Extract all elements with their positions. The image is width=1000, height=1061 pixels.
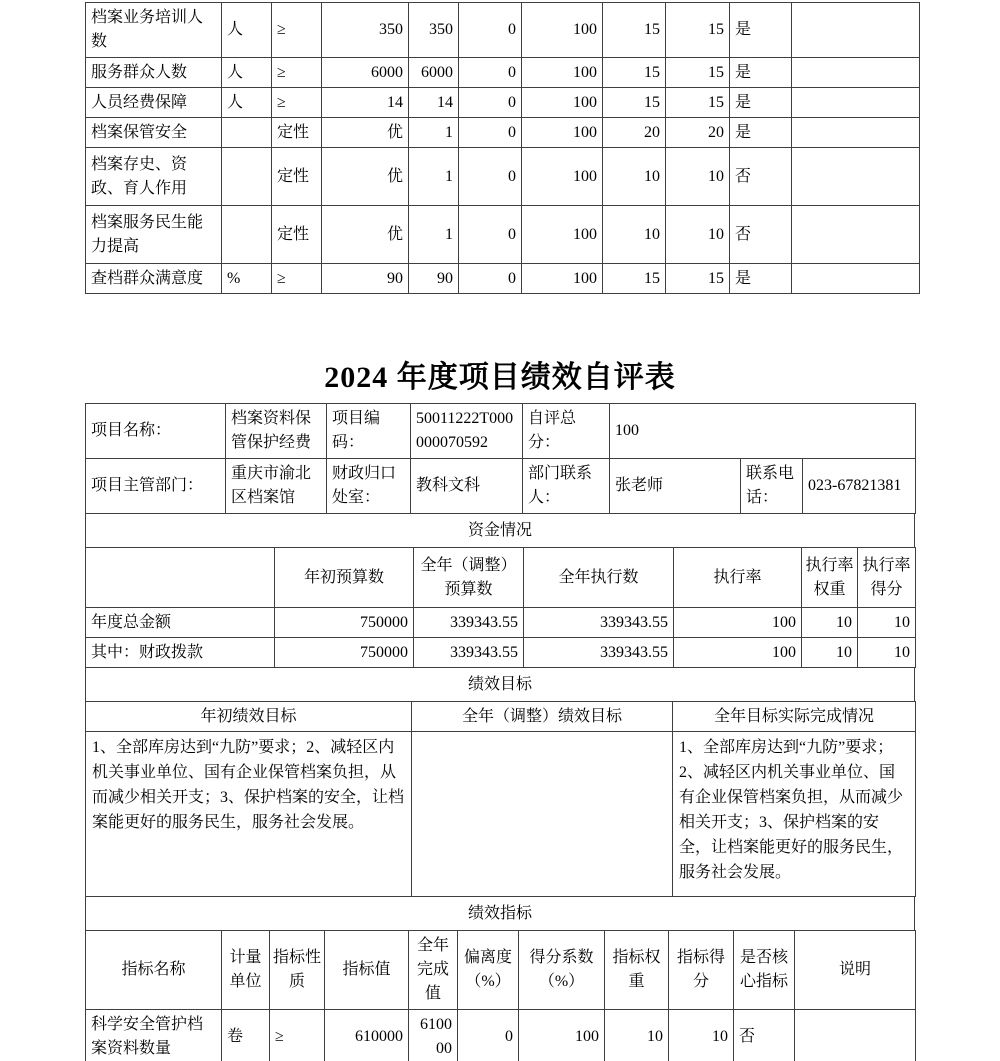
initial-budget-cell: 750000 xyxy=(275,608,414,638)
target-value-cell: 6000 xyxy=(322,58,409,88)
header-completed-value: 全年完成值 xyxy=(409,931,458,1010)
note-cell xyxy=(792,3,920,58)
score-coefficient-cell: 100 xyxy=(519,1010,605,1061)
weight-cell: 15 xyxy=(603,264,666,294)
deviation-cell: 0 xyxy=(459,58,522,88)
rate-score-cell: 10 xyxy=(858,608,916,638)
completed-value-cell: 350 xyxy=(409,3,459,58)
execution-rate-cell: 100 xyxy=(674,608,802,638)
unit-cell: 人 xyxy=(222,88,272,118)
table-row xyxy=(86,118,920,148)
initial-goal-text: 1、全部库房达到“九防”要求；2、减轻区内机关事业单位、国有企业保管档案负担，从而减少相关开支；3、保护档案的安全，让档案能更好的服务民生，服务社会发展。 xyxy=(86,732,412,897)
core-indicator-cell: 是 xyxy=(730,58,792,88)
funding-section-title: 资金情况 xyxy=(86,514,915,548)
nature-cell: ≥ xyxy=(272,88,322,118)
unit-cell: 人 xyxy=(222,3,272,58)
self-score-value: 100 xyxy=(610,404,916,459)
goals-header-initial: 年初绩效目标 xyxy=(86,702,412,732)
weight-cell: 10 xyxy=(605,1010,669,1061)
goals-header-adjusted: 全年（调整）绩效目标 xyxy=(412,702,673,732)
note-cell xyxy=(795,1010,916,1061)
nature-cell: ≥ xyxy=(272,58,322,88)
adjusted-goal-text xyxy=(412,732,673,897)
header-nature: 指标性质 xyxy=(270,931,325,1010)
goals-section-header xyxy=(85,667,915,702)
funding-header-rate-score: 执行率得分 xyxy=(858,548,916,608)
page-title: 2024 年度项目绩效自评表 xyxy=(324,361,676,394)
weight-cell: 15 xyxy=(603,3,666,58)
table-row xyxy=(86,514,915,548)
weight-cell: 15 xyxy=(603,58,666,88)
score-coefficient-cell: 100 xyxy=(522,3,603,58)
score-cell: 10 xyxy=(666,148,730,206)
header-score: 指标得分 xyxy=(669,931,734,1010)
funding-table xyxy=(85,547,916,668)
funding-section-header xyxy=(85,513,915,548)
adjusted-budget-cell: 339343.55 xyxy=(414,638,524,668)
table-row xyxy=(86,88,920,118)
funding-header-adjusted-budget: 全年（调整）预算数 xyxy=(414,548,524,608)
target-value-cell: 优 xyxy=(322,206,409,264)
project-name-label: 项目名称： xyxy=(86,404,226,459)
table-row xyxy=(86,931,916,1010)
weight-cell: 10 xyxy=(603,206,666,264)
unit-cell xyxy=(222,148,272,206)
indicator-name-cell: 人员经费保障 xyxy=(86,88,222,118)
indicators-section-title: 绩效指标 xyxy=(86,897,915,931)
score-coefficient-cell: 100 xyxy=(522,264,603,294)
deviation-cell: 0 xyxy=(458,1010,519,1061)
funding-header-execution-rate: 执行率 xyxy=(674,548,802,608)
core-indicator-cell: 是 xyxy=(730,118,792,148)
project-code-value: 50011222T000000070592 xyxy=(411,404,523,459)
target-value-cell: 优 xyxy=(322,148,409,206)
table-row xyxy=(86,638,916,668)
table-row xyxy=(86,3,920,58)
goals-header-actual: 全年目标实际完成情况 xyxy=(673,702,916,732)
execution-rate-cell: 100 xyxy=(674,638,802,668)
contact-label: 部门联系人： xyxy=(523,459,610,514)
indicator-name-cell: 档案业务培训人数 xyxy=(86,3,222,58)
score-coefficient-cell: 100 xyxy=(522,148,603,206)
project-code-label: 项目编码： xyxy=(327,404,411,459)
rate-weight-cell: 10 xyxy=(802,608,858,638)
core-indicator-cell: 否 xyxy=(730,148,792,206)
header-core-indicator: 是否核心指标 xyxy=(734,931,795,1010)
table-row xyxy=(86,206,920,264)
deviation-cell: 0 xyxy=(459,264,522,294)
score-cell: 10 xyxy=(666,206,730,264)
project-info-table xyxy=(85,403,916,459)
funding-header-blank xyxy=(86,548,275,608)
unit-cell: % xyxy=(222,264,272,294)
table-row xyxy=(86,668,915,702)
core-indicator-cell: 是 xyxy=(730,264,792,294)
score-cell: 10 xyxy=(669,1010,734,1061)
table-row xyxy=(86,459,916,514)
indicator-name-cell: 档案保管安全 xyxy=(86,118,222,148)
project-name-value: 档案资料保管保护经费 xyxy=(226,404,327,459)
rate-weight-cell: 10 xyxy=(802,638,858,668)
indicators-table xyxy=(85,930,916,1061)
indicator-name-cell: 档案服务民生能力提高 xyxy=(86,206,222,264)
dept-label: 项目主管部门： xyxy=(86,459,226,514)
nature-cell: ≥ xyxy=(272,264,322,294)
deviation-cell: 0 xyxy=(459,148,522,206)
initial-budget-cell: 750000 xyxy=(275,638,414,668)
nature-cell: 定性 xyxy=(272,118,322,148)
phone-label: 联系电话： xyxy=(741,459,803,514)
unit-cell: 人 xyxy=(222,58,272,88)
goals-table xyxy=(85,701,916,897)
adjusted-budget-cell: 339343.55 xyxy=(414,608,524,638)
indicator-table-continued xyxy=(85,2,920,294)
deviation-cell: 0 xyxy=(459,206,522,264)
note-cell xyxy=(792,118,920,148)
nature-cell: 定性 xyxy=(272,206,322,264)
indicator-name-cell: 科学安全管护档案资料数量 xyxy=(86,1010,222,1061)
deviation-cell: 0 xyxy=(459,88,522,118)
score-cell: 15 xyxy=(666,3,730,58)
table-row xyxy=(86,608,916,638)
header-indicator-name: 指标名称 xyxy=(86,931,222,1010)
note-cell xyxy=(792,88,920,118)
completed-value-cell: 1 xyxy=(409,206,459,264)
core-indicator-cell: 否 xyxy=(734,1010,795,1061)
header-weight: 指标权重 xyxy=(605,931,669,1010)
indicator-name-cell: 档案存史、资政、育人作用 xyxy=(86,148,222,206)
score-cell: 15 xyxy=(666,264,730,294)
completed-value-cell: 6000 xyxy=(409,58,459,88)
executed-amount-cell: 339343.55 xyxy=(524,608,674,638)
completed-value-cell: 1 xyxy=(409,148,459,206)
weight-cell: 15 xyxy=(603,88,666,118)
funding-header-initial-budget: 年初预算数 xyxy=(275,548,414,608)
score-coefficient-cell: 100 xyxy=(522,118,603,148)
funding-row-label: 年度总金额 xyxy=(86,608,275,638)
note-cell xyxy=(792,264,920,294)
phone-value: 023-67821381 xyxy=(803,459,916,514)
self-score-label: 自评总分： xyxy=(523,404,610,459)
score-cell: 20 xyxy=(666,118,730,148)
score-coefficient-cell: 100 xyxy=(522,58,603,88)
score-cell: 15 xyxy=(666,88,730,118)
target-value-cell: 90 xyxy=(322,264,409,294)
executed-amount-cell: 339343.55 xyxy=(524,638,674,668)
indicators-section-header xyxy=(85,896,915,931)
table-row xyxy=(86,148,920,206)
self-evaluation-table xyxy=(85,403,915,1061)
score-coefficient-cell: 100 xyxy=(522,206,603,264)
weight-cell: 10 xyxy=(603,148,666,206)
note-cell xyxy=(792,206,920,264)
funding-header-rate-weight: 执行率权重 xyxy=(802,548,858,608)
target-value-cell: 610000 xyxy=(325,1010,409,1061)
nature-cell: 定性 xyxy=(272,148,322,206)
deviation-cell: 0 xyxy=(459,118,522,148)
funding-row-label: 其中：财政拨款 xyxy=(86,638,275,668)
indicator-name-cell: 查档群众满意度 xyxy=(86,264,222,294)
completed-value-cell: 610000 xyxy=(409,1010,458,1061)
core-indicator-cell: 是 xyxy=(730,88,792,118)
dept-value: 重庆市渝北区档案馆 xyxy=(226,459,327,514)
unit-cell xyxy=(222,118,272,148)
completed-value-cell: 1 xyxy=(409,118,459,148)
table-row xyxy=(86,732,916,897)
table-row xyxy=(86,264,920,294)
completed-value-cell: 14 xyxy=(409,88,459,118)
nature-cell: ≥ xyxy=(270,1010,325,1061)
note-cell xyxy=(792,58,920,88)
table-row xyxy=(86,404,916,459)
completed-value-cell: 90 xyxy=(409,264,459,294)
header-score-coefficient: 得分系数（%） xyxy=(519,931,605,1010)
header-note: 说明 xyxy=(795,931,916,1010)
target-value-cell: 14 xyxy=(322,88,409,118)
core-indicator-cell: 否 xyxy=(730,206,792,264)
header-deviation: 偏离度（%） xyxy=(458,931,519,1010)
project-dept-table xyxy=(85,458,916,514)
finance-office-label: 财政归口处室： xyxy=(327,459,411,514)
table-row xyxy=(86,1010,916,1061)
actual-completion-text: 1、全部库房达到“九防”要求；2、减轻区内机关事业单位、国有企业保管档案负担，从而减少相关开支；3、保护档案的安全，让档案能更好的服务民生，服务社会发展。 xyxy=(673,732,916,897)
core-indicator-cell: 是 xyxy=(730,3,792,58)
table-row xyxy=(86,58,920,88)
weight-cell: 20 xyxy=(603,118,666,148)
funding-header-executed: 全年执行数 xyxy=(524,548,674,608)
target-value-cell: 优 xyxy=(322,118,409,148)
score-cell: 15 xyxy=(666,58,730,88)
table-row xyxy=(86,702,916,732)
header-target-value: 指标值 xyxy=(325,931,409,1010)
indicator-name-cell: 服务群众人数 xyxy=(86,58,222,88)
unit-cell: 卷 xyxy=(222,1010,270,1061)
target-value-cell: 350 xyxy=(322,3,409,58)
finance-office-value: 教科文科 xyxy=(411,459,523,514)
score-coefficient-cell: 100 xyxy=(522,88,603,118)
nature-cell: ≥ xyxy=(272,3,322,58)
rate-score-cell: 10 xyxy=(858,638,916,668)
table-row xyxy=(86,897,915,931)
unit-cell xyxy=(222,206,272,264)
goals-section-title: 绩效目标 xyxy=(86,668,915,702)
deviation-cell: 0 xyxy=(459,3,522,58)
header-unit: 计量单位 xyxy=(222,931,270,1010)
table-row xyxy=(86,548,916,608)
note-cell xyxy=(792,148,920,206)
contact-value: 张老师 xyxy=(610,459,741,514)
